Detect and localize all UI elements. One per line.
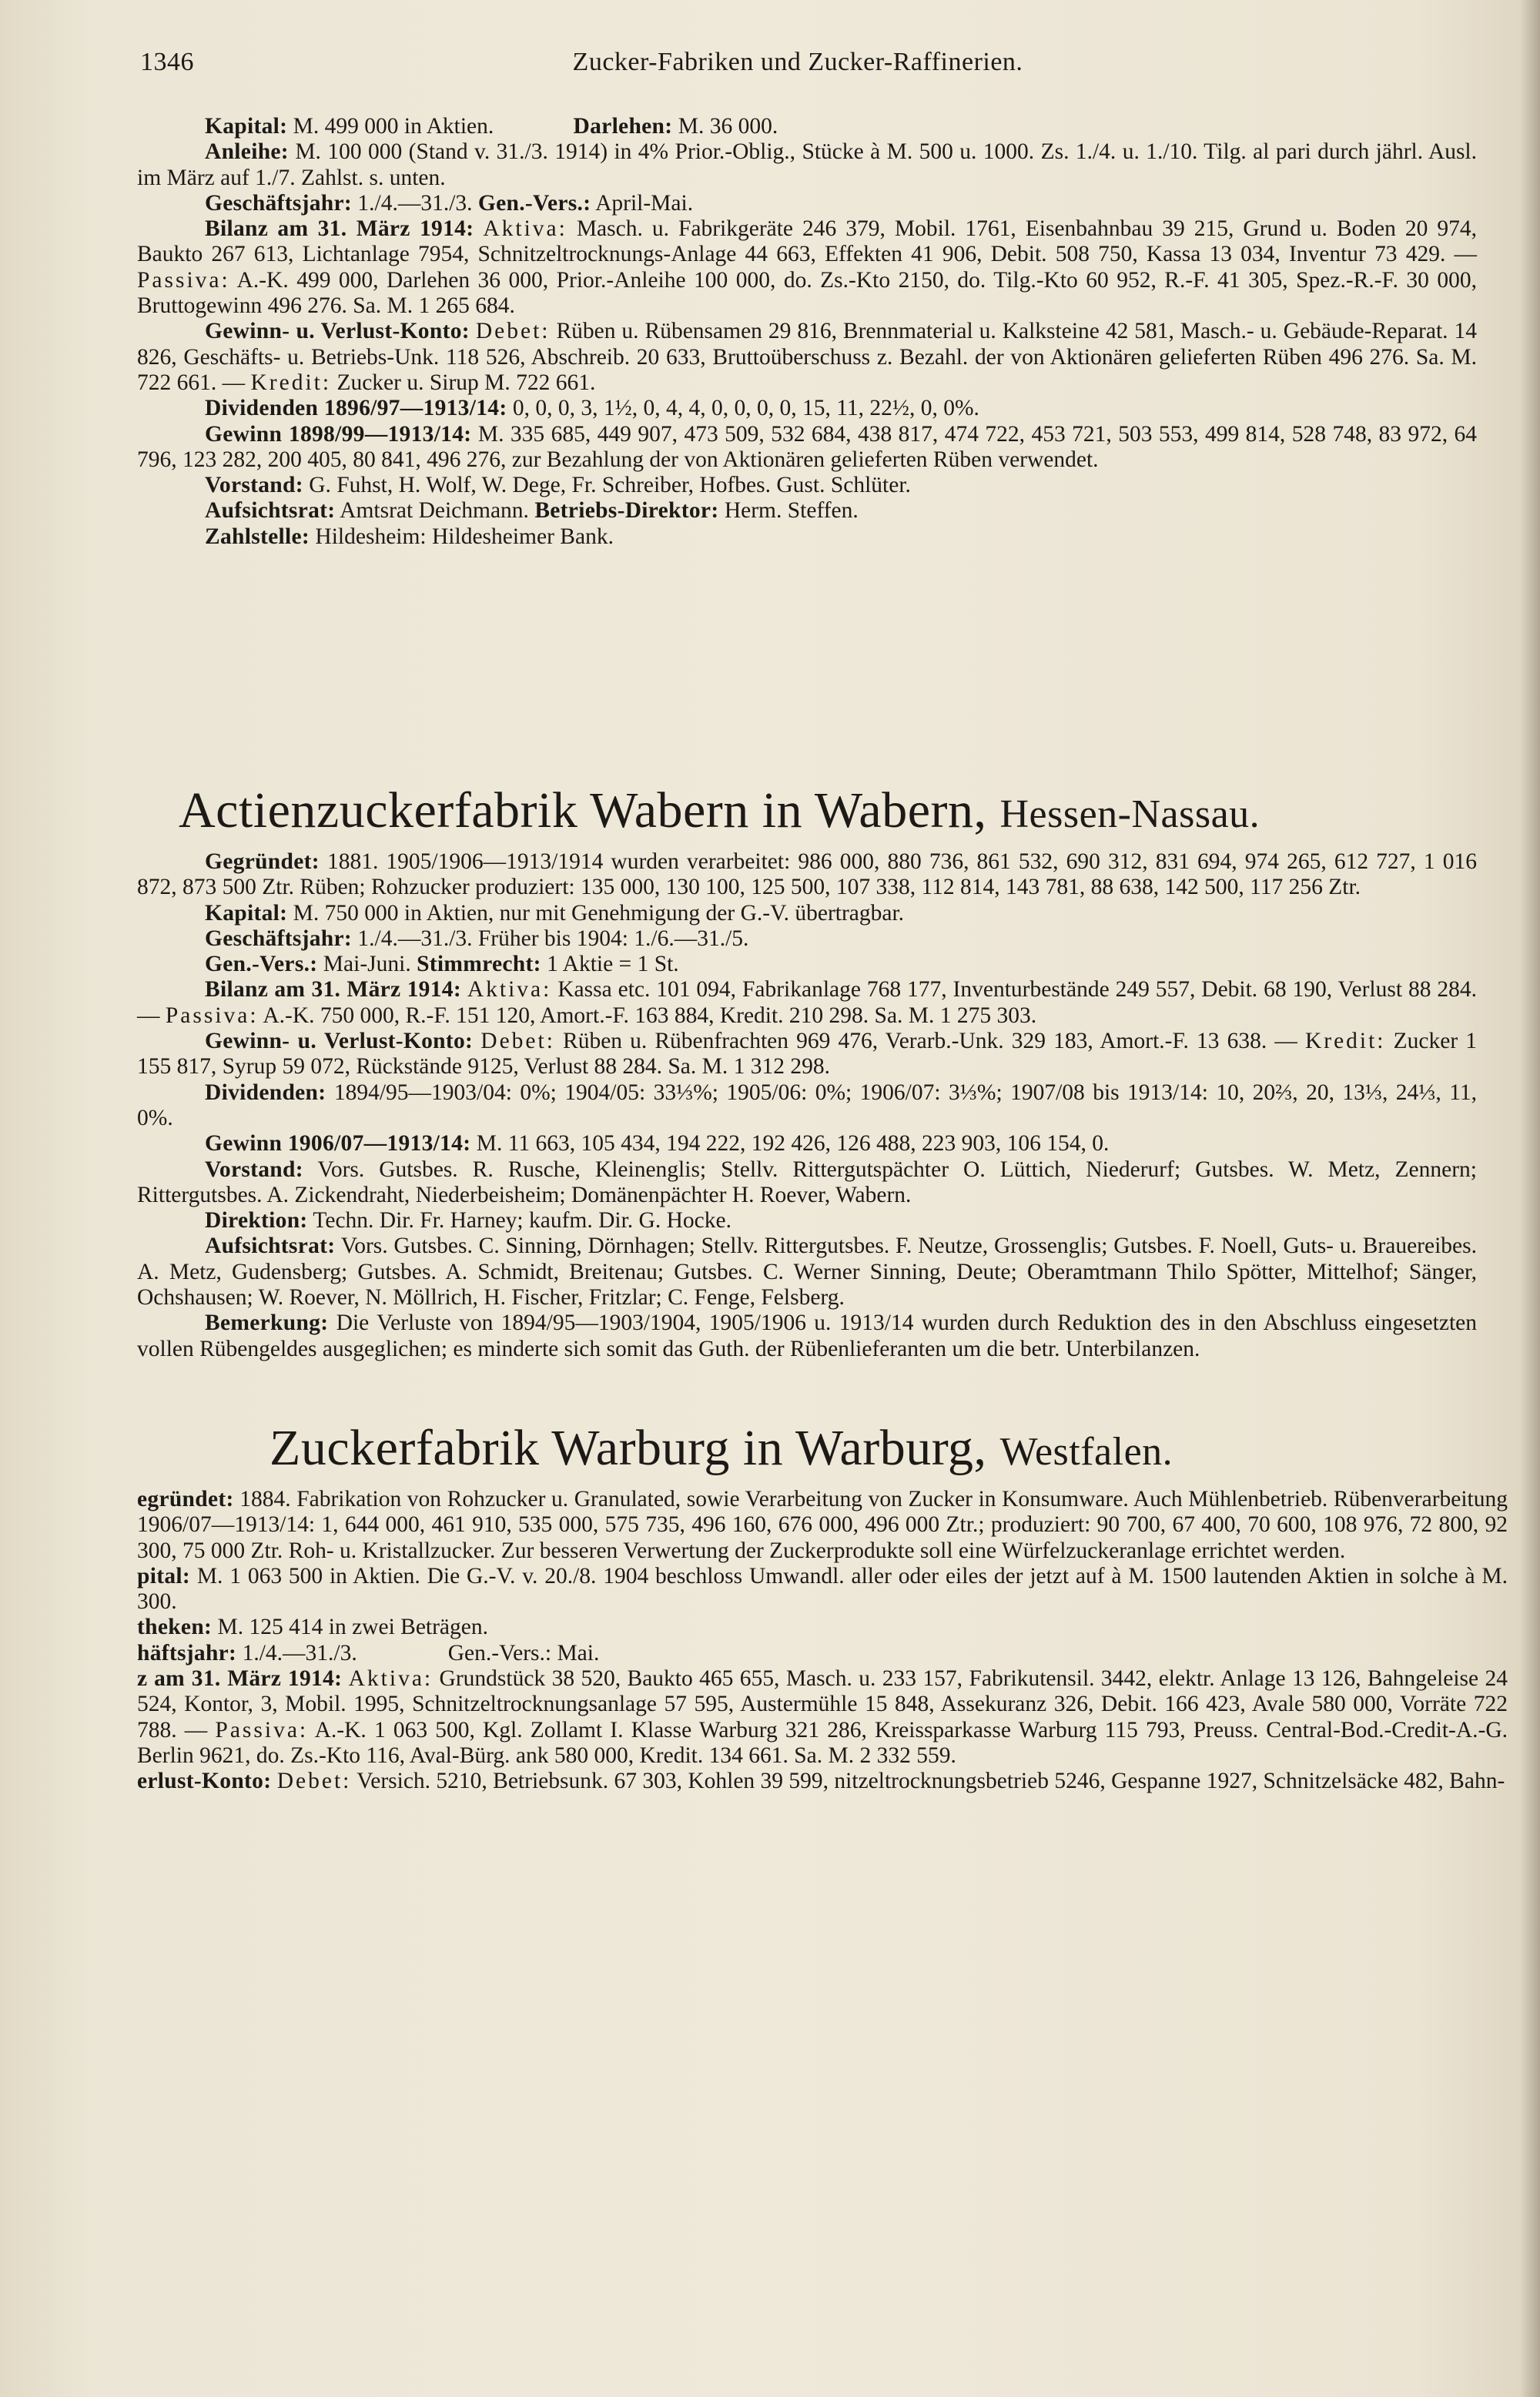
- hypotheken-entry: theken: M. 125 414 in zwei Beträgen.: [137, 1615, 488, 1640]
- section-wabern: [137, 849, 1477, 1362]
- bemerkung-entry: Bemerkung: Die Verluste von 1894/95—1903/1904, 1905/1906 u. 1913/14 wurden durch Reduktion des in den Abschluss eingesetzten vollen Rübengeldes ausgeglichen; es minderte sich somit das Guth. der Rübenlieferanten um die betr. Unterbilanzen.: [137, 1311, 1478, 1361]
- running-title: Zucker-Fabriken und Zucker-Raffinerien.: [572, 48, 1023, 76]
- bilanz-entry: Bilanz am 31. März 1914: Aktiva: Masch. u. Fabrikgeräte 246 379, Mobil. 1761, Eisenbahnbau 39 215, Grund u. Boden 20 974, Baukto 267 613, Lichtanlage 7954, Schnitzeltrocknungs-Anlage 44 663, Effekten 41 906, Debit. 508 750, Kassa 13 034, Inventur 73 429. — Passiva: A.-K. 499 000, Darlehen 36 000, Prior.-Anleihe 100 000, do. Zs.-Kto 2150, do. Tilg.-Kto 60 952, R.-F. 41 305, Spez.-R.-F. 30 000, Bruttogewinn 496 276. Sa. M. 1 265 684.: [137, 216, 1477, 319]
- aufsichtsrat-entry: Aufsichtsrat: Amtsrat Deichmann. Betriebs-Direktor: Herm. Steffen.: [205, 498, 859, 524]
- kapital-entry: Kapital: M. 499 000 in Aktien. Darlehen: M. 36 000.: [205, 114, 778, 139]
- kapital-entry: Kapital: M. 750 000 in Aktien, nur mit Genehmigung der G.-V. übertragbar.: [205, 900, 905, 926]
- gewinn-entry: Gewinn 1898/99—1913/14: M. 335 685, 449 907, 473 509, 532 684, 438 817, 474 722, 453 721, 503 553, 499 814, 528 748, 83 972, 64 796, 123 282, 200 405, 80 841, 496 276, zur Bezahlung der von Aktionären gelieferten Rüben verwendet.: [137, 421, 1478, 472]
- company-heading-wabern: Actienzuckerfabrik Wabern in Wabern, Hessen-Nassau.: [179, 782, 1260, 839]
- bilanz-entry: Bilanz am 31. März 1914: Aktiva: Kassa etc. 101 094, Fabrikanlage 768 177, Inventurbestände 249 557, Debit. 68 190, Verlust 88 284. — Passiva: A.-K. 750 000, R.-F. 151 120, Amort.-F. 163 884, Kredit. 210 298. Sa. M. 1 275 303.: [137, 977, 1477, 1028]
- geschaeftsjahr-entry: häftsjahr: 1./4.—31./3. Gen.-Vers.: Mai.: [137, 1640, 600, 1666]
- anleihe-entry: Anleihe: M. 100 000 (Stand v. 31./3. 1914) in 4% Prior.-Oblig., Stücke à M. 500 u. 1000. Zs. 1./4. u. 1./10. Tilg. al pari durch jährl. Ausl. im März auf 1./7. Zahlst. s. unten.: [137, 139, 1477, 190]
- direktion-entry: Direktion: Techn. Dir. Fr. Harney; kaufm. Dir. G. Hocke.: [205, 1208, 732, 1234]
- zahlstelle-entry: Zahlstelle: Hildesheim: Hildesheimer Bank.: [205, 524, 614, 549]
- dividenden-entry: Dividenden: 1894/95—1903/04: 0%; 1904/05: 33⅓%; 1905/06: 0%; 1906/07: 3⅓%; 1907/08 bis 1913/14: 10, 20⅔, 20, 13⅓, 24⅓, 11, 0%.: [137, 1080, 1478, 1130]
- geschaeftsjahr-entry: Geschäftsjahr: 1./4.—31./3. Gen.-Vers.: April-Mai.: [205, 190, 694, 216]
- bilanz-entry: z am 31. März 1914: Aktiva: Grundstück 38 520, Baukto 465 655, Masch. u. 233 157, Fabrikutensil. 3442, elektr. Anlage 13 126, Bahngeleise 24 524, Kontor, 3, Mobil. 1995, Schnitzeltrocknungsanlage 57 595, Austermühle 15 848, Assekuranz 326, Debit. 166 423, Avale 580 000, Vorräte 722 788. — Passiva: A.-K. 1 063 500, Kgl. Zollamt I. Klasse Warburg 321 286, Kreissparkasse Warburg 115 793, Preuss. Central-Bod.-Credit-A.-G. Berlin 9621, do. Zs.-Kto 116, Aval-Bürg. ank 580 000, Kredit. 134 661. Sa. M. 2 332 559.: [137, 1666, 1508, 1768]
- aufsichtsrat-entry: Aufsichtsrat: Vors. Gutsbes. C. Sinning, Dörnhagen; Stellv. Rittergutsbes. F. Neutze, Grossenglis; Gutsbes. F. Noell, Guts- u. Brauereibes. A. Metz, Gudensberg; Gutsbes. A. Schmidt, Breitenau; Gutsbes. C. Werner Sinning, Deute; Oberamtmann Thilo Spötter, Mittelhof; Sänger, Ochshausen; W. Roever, N. Möllrich, H. Fischer, Fritzlar; C. Fenge, Felsberg.: [137, 1234, 1477, 1311]
- kapital-entry: pital: M. 1 063 500 in Aktien. Die G.-V. v. 20./8. 1904 beschloss Umwandl. aller oder eiles der jetzt auf à M. 1500 lautenden Aktien in solche à M. 300.: [137, 1563, 1508, 1615]
- guv-entry: erlust-Konto: Debet: Versich. 5210, Betriebsunk. 67 303, Kohlen 39 599, nitzeltrocknungsbetrieb 5246, Gespanne 1927, Schnitzelsäcke 482, Bahn-: [137, 1769, 1505, 1794]
- running-head: [140, 48, 1455, 83]
- gegruendet-entry: egründet: 1884. Fabrikation von Rohzucker u. Granulated, sowie Verarbeitung von Zucker in Konsumware. Auch Mühlenbetrieb. Rübenverarbeitung 1906/07—1913/14: 1, 644 000, 461 910, 535 000, 575 735, 496 160, 676 000, 496 000 Ztr.; produziert: 90 700, 67 400, 70 600, 108 976, 72 800, 92 300, 75 000 Ztr. Roh- u. Kristallzucker. Zur besseren Verwertung der Zuckerprodukte soll eine Würfelzuckeranlage errichtet werden.: [137, 1487, 1508, 1563]
- guv-entry: Gewinn- u. Verlust-Konto: Debet: Rüben u. Rübenfrachten 969 476, Verarb.-Unk. 329 183, Amort.-F. 13 638. — Kredit: Zucker 1 155 817, Syrup 59 072, Rückstände 9125, Verlust 88 284. Sa. M. 1 312 298.: [137, 1029, 1477, 1080]
- page-spine-shadow: [1520, 0, 1540, 2397]
- geschaeftsjahr-entry: Geschäftsjahr: 1./4.—31./3. Früher bis 1904: 1./6.—31./5.: [205, 926, 749, 951]
- vorstand-entry: Vorstand: G. Fuhst, H. Wolf, W. Dege, Fr. Schreiber, Hofbes. Gust. Schlüter.: [205, 473, 911, 498]
- gewinn-entry: Gewinn 1906/07—1913/14: M. 11 663, 105 434, 194 222, 192 426, 126 488, 223 903, 106 154, 0.: [205, 1131, 1110, 1157]
- company-heading-warburg: Zuckerfabrik Warburg in Warburg, Westfalen.: [270, 1420, 1173, 1476]
- vorstand-entry: Vorstand: Vors. Gutsbes. R. Rusche, Kleinenglis; Stellv. Rittergutspächter O. Lüttich, Niederurf; Gutsbes. W. Metz, Zennern; Rittergutsbes. A. Zickendraht, Niederbeisheim; Domänenpächter H. Roever, Wabern.: [137, 1157, 1478, 1207]
- genvers-entry: Gen.-Vers.: Mai-Juni. Stimmrecht: 1 Aktie = 1 St.: [205, 952, 679, 977]
- page-number: 1346: [140, 48, 194, 76]
- gegruendet-entry: Gegründet: 1881. 1905/1906—1913/1914 wurden verarbeitet: 986 000, 880 736, 861 532, 690 312, 831 694, 974 265, 612 727, 1 016 872, 873 500 Ztr. Rüben; Rohzucker produziert: 135 000, 130 100, 125 500, 107 338, 112 814, 143 781, 88 638, 142 500, 117 256 Ztr.: [137, 849, 1478, 900]
- dividenden-entry: Dividenden 1896/97—1913/14: 0, 0, 0, 3, 1½, 0, 4, 4, 0, 0, 0, 0, 15, 11, 22½, 0, 0%.: [205, 396, 979, 421]
- section-previous-company: [137, 114, 1477, 550]
- section-warburg: [137, 1487, 1508, 1795]
- guv-entry: Gewinn- u. Verlust-Konto: Debet: Rüben u. Rübensamen 29 816, Brennmaterial u. Kalksteine 42 581, Masch.- u. Gebäude-Reparat. 14 826, Geschäfts- u. Betriebs-Unk. 118 526, Abschreib. 20 633, Bruttoüberschuss z. Bezahl. der von Aktionären gelieferten Rüben 496 276. Sa. M. 722 661. — Kredit: Zucker u. Sirup M. 722 661.: [137, 319, 1477, 395]
